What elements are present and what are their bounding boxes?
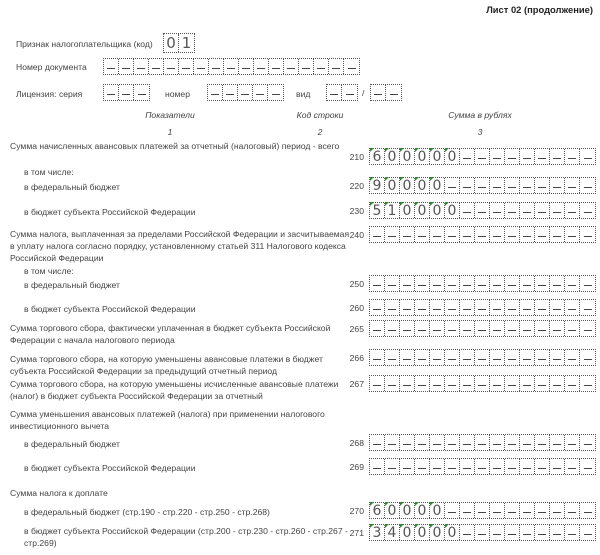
digit-cell[interactable]	[565, 376, 580, 391]
digit-cell[interactable]	[550, 459, 565, 474]
digit-cell[interactable]	[565, 203, 580, 218]
row-label: в федеральный бюджет (стр.190 - стр.220 - стр.250 - стр.268)	[24, 507, 270, 517]
digit-cell[interactable]	[239, 59, 254, 74]
digit-cell[interactable]: 0	[445, 203, 460, 218]
amount-field-270[interactable]	[369, 502, 596, 519]
digit-cell[interactable]	[475, 435, 490, 450]
digit-cell[interactable]	[535, 503, 550, 518]
digit-cell[interactable]	[238, 85, 253, 100]
taxpayer-sign-label: Признак налогоплательщика (код)	[16, 39, 153, 49]
digit-cell[interactable]	[490, 503, 505, 518]
license-kind-field-1[interactable]	[326, 84, 358, 101]
digit-cell[interactable]	[520, 525, 535, 540]
digit-cell[interactable]: 0	[415, 203, 430, 218]
digit-cell[interactable]	[430, 227, 445, 242]
digit-cell[interactable]	[370, 300, 385, 315]
digit-cell[interactable]	[385, 376, 400, 391]
digit-cell[interactable]: 0	[430, 149, 445, 164]
digit-cell[interactable]	[299, 59, 314, 74]
digit-cell[interactable]	[415, 459, 430, 474]
row-label: в бюджет субъекта Российской Федерации	[24, 463, 196, 473]
digit-cell[interactable]	[445, 321, 460, 336]
digit-cell[interactable]	[550, 376, 565, 391]
digit-cell[interactable]	[490, 459, 505, 474]
digit-cell[interactable]	[505, 350, 520, 365]
digit-cell[interactable]	[254, 59, 269, 74]
line-code: 210	[349, 152, 364, 162]
digit-cell[interactable]	[430, 350, 445, 365]
digit-cell[interactable]	[371, 85, 386, 100]
digit-cell[interactable]	[580, 149, 595, 164]
digit-cell[interactable]	[550, 227, 565, 242]
digit-cell[interactable]	[445, 459, 460, 474]
column-number-3: 3	[477, 127, 483, 137]
line-code: 260	[349, 303, 364, 313]
digit-cell[interactable]	[385, 350, 400, 365]
digit-cell[interactable]	[342, 85, 357, 100]
row-label: Сумма начисленных авансовых платежей за отчетный (налоговый) период - всего	[10, 141, 340, 151]
line-code: 220	[349, 181, 364, 191]
digit-cell[interactable]	[520, 178, 535, 193]
digit-cell[interactable]	[314, 59, 329, 74]
line-code: 240	[349, 230, 364, 240]
line-code: 270	[349, 506, 364, 516]
digit-cell[interactable]	[475, 376, 490, 391]
digit-cell[interactable]	[208, 85, 223, 100]
digit-cell[interactable]	[119, 85, 134, 100]
digit-cell[interactable]	[550, 178, 565, 193]
amount-field-250[interactable]	[369, 275, 596, 292]
digit-cell[interactable]: 0	[415, 149, 430, 164]
digit-cell[interactable]	[385, 276, 400, 291]
digit-cell[interactable]	[565, 503, 580, 518]
digit-cell[interactable]	[505, 525, 520, 540]
digit-cell[interactable]	[475, 503, 490, 518]
digit-cell[interactable]	[415, 227, 430, 242]
digit-cell[interactable]: 0	[415, 525, 430, 540]
digit-cell[interactable]	[344, 59, 359, 74]
digit-cell[interactable]	[400, 376, 415, 391]
digit-cell[interactable]	[475, 525, 490, 540]
column-number-1: 1	[167, 127, 173, 137]
digit-cell[interactable]	[535, 376, 550, 391]
digit-cell[interactable]	[253, 85, 268, 100]
digit-cell[interactable]	[269, 59, 284, 74]
digit-cell[interactable]	[505, 276, 520, 291]
digit-cell[interactable]	[224, 59, 239, 74]
digit-cell[interactable]	[490, 227, 505, 242]
digit-cell[interactable]	[550, 203, 565, 218]
digit-cell[interactable]	[445, 227, 460, 242]
column-header-line-code: Код строки	[296, 110, 344, 120]
digit-cell[interactable]	[400, 227, 415, 242]
digit-cell[interactable]	[550, 149, 565, 164]
digit-cell[interactable]: 0	[385, 149, 400, 164]
digit-cell[interactable]: 0	[445, 525, 460, 540]
digit-cell[interactable]	[400, 459, 415, 474]
digit-cell[interactable]	[460, 227, 475, 242]
digit-cell[interactable]	[535, 435, 550, 450]
row-label: в том числе:	[24, 266, 74, 276]
digit-cell[interactable]	[580, 525, 595, 540]
license-number-field[interactable]	[207, 84, 284, 101]
license-series-label: Лицензия: серия	[16, 89, 83, 99]
digit-cell[interactable]	[370, 376, 385, 391]
digit-cell[interactable]	[460, 459, 475, 474]
digit-cell[interactable]	[430, 300, 445, 315]
digit-cell[interactable]	[460, 525, 475, 540]
digit-cell[interactable]: 0	[400, 178, 415, 193]
digit-cell[interactable]	[475, 178, 490, 193]
digit-cell[interactable]	[520, 435, 535, 450]
digit-cell[interactable]	[535, 350, 550, 365]
digit-cell[interactable]	[445, 350, 460, 365]
line-code: 266	[349, 353, 364, 363]
digit-cell[interactable]	[370, 227, 385, 242]
digit-cell[interactable]	[505, 503, 520, 518]
amount-field-265[interactable]	[369, 320, 596, 337]
digit-cell[interactable]	[209, 59, 224, 74]
digit-cell[interactable]	[580, 459, 595, 474]
digit-cell[interactable]	[460, 350, 475, 365]
digit-cell[interactable]	[505, 321, 520, 336]
row-label: Сумма торгового сбора, фактически уплаченная в бюджет субъекта Российской Федерации с начала налогового периода	[10, 323, 331, 345]
taxpayer-sign-cell[interactable]: 1	[181, 34, 192, 52]
amount-field-260[interactable]	[369, 299, 596, 316]
digit-cell[interactable]	[535, 525, 550, 540]
digit-cell[interactable]	[580, 350, 595, 365]
digit-cell[interactable]	[475, 459, 490, 474]
digit-cell[interactable]	[490, 149, 505, 164]
digit-cell[interactable]	[550, 321, 565, 336]
column-number-2: 2	[317, 127, 323, 137]
digit-cell[interactable]	[505, 149, 520, 164]
license-series-field[interactable]	[103, 84, 150, 101]
digit-cell[interactable]	[475, 227, 490, 242]
digit-cell[interactable]	[415, 276, 430, 291]
digit-cell[interactable]	[565, 300, 580, 315]
column-header-indicators: Показатели	[145, 110, 195, 120]
digit-cell[interactable]	[520, 459, 535, 474]
digit-cell[interactable]	[565, 149, 580, 164]
digit-cell[interactable]	[505, 459, 520, 474]
digit-cell[interactable]	[475, 300, 490, 315]
taxpayer-sign-field[interactable]	[163, 33, 195, 53]
digit-cell[interactable]	[385, 321, 400, 336]
digit-cell[interactable]	[520, 300, 535, 315]
digit-cell[interactable]	[460, 503, 475, 518]
amount-field-210[interactable]	[369, 148, 596, 165]
digit-cell[interactable]	[445, 503, 460, 518]
digit-cell[interactable]	[520, 350, 535, 365]
digit-cell[interactable]: 5	[370, 203, 385, 218]
digit-cell[interactable]	[445, 178, 460, 193]
digit-cell[interactable]	[400, 435, 415, 450]
digit-cell[interactable]	[179, 59, 194, 74]
digit-cell[interactable]: 6	[370, 149, 385, 164]
digit-cell[interactable]	[475, 350, 490, 365]
row-label: Сумма торгового сбора, на которую уменьшены авансовые платежи в бюджет субъекта Российской Федерации за предыдущий отчетный период	[10, 354, 323, 376]
digit-cell[interactable]	[520, 503, 535, 518]
digit-cell[interactable]	[520, 376, 535, 391]
row-label: Сумма торгового сбора, на которую уменьшены исчисленные авансовые платежи (налог) в бюджет субъекта Российской Федерации за отчетный	[10, 379, 339, 401]
line-code: 267	[349, 379, 364, 389]
document-number-label: Номер документа	[16, 62, 87, 72]
row-label: в бюджет субъекта Российской Федерации	[24, 207, 196, 217]
digit-cell[interactable]	[550, 350, 565, 365]
digit-cell[interactable]	[550, 503, 565, 518]
digit-cell[interactable]	[327, 85, 342, 100]
digit-cell[interactable]	[134, 85, 149, 100]
digit-cell[interactable]	[580, 435, 595, 450]
digit-cell[interactable]: 0	[400, 203, 415, 218]
digit-cell[interactable]	[284, 59, 299, 74]
digit-cell[interactable]: 0	[445, 149, 460, 164]
document-number-field[interactable]	[103, 58, 360, 75]
digit-cell[interactable]	[505, 435, 520, 450]
amount-field-269[interactable]	[369, 458, 596, 475]
digit-cell[interactable]	[430, 435, 445, 450]
amount-field-240[interactable]	[369, 226, 596, 243]
digit-cell[interactable]: 0	[415, 503, 430, 518]
digit-cell[interactable]	[430, 376, 445, 391]
digit-cell[interactable]: 1	[385, 203, 400, 218]
digit-cell[interactable]	[400, 276, 415, 291]
digit-cell[interactable]	[550, 525, 565, 540]
digit-cell[interactable]	[565, 227, 580, 242]
digit-cell[interactable]	[535, 178, 550, 193]
digit-cell[interactable]	[565, 350, 580, 365]
digit-cell[interactable]	[370, 435, 385, 450]
digit-cell[interactable]	[400, 300, 415, 315]
digit-cell[interactable]	[460, 149, 475, 164]
line-code: 269	[349, 462, 364, 472]
digit-cell[interactable]	[565, 276, 580, 291]
digit-cell[interactable]	[164, 59, 179, 74]
digit-cell[interactable]: 3	[370, 525, 385, 540]
digit-cell[interactable]	[535, 227, 550, 242]
row-label: в федеральный бюджет	[24, 280, 120, 290]
digit-cell[interactable]	[415, 376, 430, 391]
line-code: 250	[349, 279, 364, 289]
digit-cell[interactable]	[580, 503, 595, 518]
row-label: в том числе:	[24, 167, 74, 177]
digit-cell[interactable]	[520, 149, 535, 164]
digit-cell[interactable]	[490, 300, 505, 315]
row-label: в бюджет субъекта Российской Федерации (стр.200 - стр.230 - стр.260 - стр.267 - стр.269)	[24, 526, 348, 548]
digit-cell[interactable]	[505, 376, 520, 391]
digit-cell[interactable]	[550, 276, 565, 291]
digit-cell[interactable]	[580, 203, 595, 218]
digit-cell[interactable]: 0	[400, 149, 415, 164]
digit-cell[interactable]	[104, 85, 119, 100]
digit-cell[interactable]	[329, 59, 344, 74]
line-code: 268	[349, 438, 364, 448]
digit-cell[interactable]	[475, 276, 490, 291]
row-label: в федеральный бюджет	[24, 439, 120, 449]
row-label: в бюджет субъекта Российской Федерации	[24, 304, 196, 314]
digit-cell[interactable]	[460, 203, 475, 218]
digit-cell[interactable]	[370, 459, 385, 474]
line-code: 230	[349, 206, 364, 216]
digit-cell[interactable]	[490, 321, 505, 336]
digit-cell[interactable]	[505, 227, 520, 242]
digit-cell[interactable]	[385, 227, 400, 242]
digit-cell[interactable]	[475, 321, 490, 336]
digit-cell[interactable]	[134, 59, 149, 74]
digit-cell[interactable]	[430, 276, 445, 291]
digit-cell[interactable]	[223, 85, 238, 100]
digit-cell[interactable]	[535, 321, 550, 336]
digit-cell[interactable]: 0	[385, 503, 400, 518]
digit-cell[interactable]	[580, 227, 595, 242]
row-label: Сумма налога к доплате	[10, 488, 108, 498]
digit-cell[interactable]: 0	[430, 525, 445, 540]
amount-field-267[interactable]	[369, 375, 596, 392]
digit-cell[interactable]: 0	[385, 178, 400, 193]
digit-cell[interactable]	[119, 59, 134, 74]
digit-cell[interactable]	[565, 525, 580, 540]
digit-cell[interactable]	[490, 376, 505, 391]
digit-cell[interactable]	[370, 350, 385, 365]
digit-cell[interactable]: 0	[400, 503, 415, 518]
digit-cell[interactable]	[535, 459, 550, 474]
digit-cell[interactable]	[445, 276, 460, 291]
amount-field-268[interactable]	[369, 434, 596, 451]
digit-cell[interactable]	[520, 276, 535, 291]
row-label: в федеральный бюджет	[24, 182, 120, 192]
digit-cell[interactable]	[535, 203, 550, 218]
digit-cell[interactable]	[445, 376, 460, 391]
digit-cell[interactable]	[460, 435, 475, 450]
digit-cell[interactable]	[460, 300, 475, 315]
digit-cell[interactable]	[400, 321, 415, 336]
digit-cell[interactable]	[490, 203, 505, 218]
digit-cell[interactable]	[550, 435, 565, 450]
digit-cell[interactable]	[580, 376, 595, 391]
digit-cell[interactable]	[580, 300, 595, 315]
digit-cell[interactable]	[490, 525, 505, 540]
amount-field-266[interactable]	[369, 349, 596, 366]
license-slash: /	[362, 88, 365, 98]
digit-cell[interactable]	[445, 435, 460, 450]
digit-cell[interactable]	[505, 300, 520, 315]
digit-cell[interactable]	[565, 435, 580, 450]
digit-cell[interactable]: 0	[430, 178, 445, 193]
digit-cell[interactable]	[490, 350, 505, 365]
digit-cell[interactable]	[460, 376, 475, 391]
digit-cell[interactable]	[445, 300, 460, 315]
digit-cell[interactable]	[385, 300, 400, 315]
digit-cell[interactable]	[565, 459, 580, 474]
digit-cell[interactable]: 0	[415, 178, 430, 193]
digit-cell[interactable]: 0	[400, 525, 415, 540]
digit-cell[interactable]	[430, 321, 445, 336]
digit-cell[interactable]: 4	[385, 525, 400, 540]
digit-cell[interactable]	[149, 59, 164, 74]
digit-cell[interactable]	[460, 276, 475, 291]
digit-cell[interactable]	[580, 276, 595, 291]
digit-cell[interactable]	[520, 203, 535, 218]
sheet-title: Лист 02 (продолжение)	[486, 4, 593, 15]
license-kind-field-2[interactable]	[370, 84, 402, 101]
digit-cell[interactable]	[268, 85, 283, 100]
digit-cell[interactable]: 0	[430, 203, 445, 218]
digit-cell[interactable]	[415, 350, 430, 365]
digit-cell[interactable]	[370, 321, 385, 336]
digit-cell[interactable]	[565, 321, 580, 336]
digit-cell[interactable]	[520, 321, 535, 336]
digit-cell[interactable]	[580, 178, 595, 193]
amount-field-220[interactable]	[369, 177, 596, 194]
license-number-label: номер	[165, 89, 190, 99]
line-code: 271	[349, 528, 364, 538]
digit-cell[interactable]: 0	[430, 503, 445, 518]
row-label: Сумма уменьшения авансовых платежей (налога) при применении налогового инвестиционного вычета	[10, 409, 325, 431]
digit-cell[interactable]: 6	[370, 503, 385, 518]
digit-cell[interactable]	[415, 435, 430, 450]
digit-cell[interactable]	[490, 435, 505, 450]
amount-field-271[interactable]	[369, 524, 596, 541]
digit-cell[interactable]	[580, 321, 595, 336]
digit-cell[interactable]	[415, 300, 430, 315]
digit-cell[interactable]	[475, 149, 490, 164]
digit-cell[interactable]	[430, 459, 445, 474]
digit-cell[interactable]	[460, 178, 475, 193]
digit-cell[interactable]	[490, 276, 505, 291]
digit-cell[interactable]	[385, 435, 400, 450]
row-label: Сумма налога, выплаченная за пределами Российской Федерации и засчитываемая в уплату налога согласно порядку, установленному статьей 311 Налогового кодекса Российской Федерации	[10, 229, 350, 263]
digit-cell[interactable]	[505, 178, 520, 193]
digit-cell[interactable]	[460, 321, 475, 336]
digit-cell[interactable]	[565, 178, 580, 193]
amount-field-230[interactable]	[369, 202, 596, 219]
digit-cell[interactable]	[194, 59, 209, 74]
digit-cell[interactable]	[475, 203, 490, 218]
column-header-amount: Сумма в рублях	[448, 110, 512, 120]
digit-cell[interactable]: 9	[370, 178, 385, 193]
line-code: 265	[349, 324, 364, 334]
digit-cell[interactable]	[490, 178, 505, 193]
digit-cell[interactable]	[505, 203, 520, 218]
digit-cell[interactable]	[520, 227, 535, 242]
digit-cell[interactable]	[535, 276, 550, 291]
digit-cell[interactable]	[386, 85, 401, 100]
taxpayer-sign-cell[interactable]: 0	[164, 34, 179, 52]
digit-cell[interactable]	[370, 276, 385, 291]
digit-cell[interactable]	[550, 300, 565, 315]
digit-cell[interactable]	[400, 350, 415, 365]
license-kind-label: вид	[296, 89, 311, 99]
digit-cell[interactable]	[385, 459, 400, 474]
digit-cell[interactable]	[415, 321, 430, 336]
digit-cell[interactable]	[535, 149, 550, 164]
digit-cell[interactable]	[535, 300, 550, 315]
digit-cell[interactable]	[104, 59, 119, 74]
